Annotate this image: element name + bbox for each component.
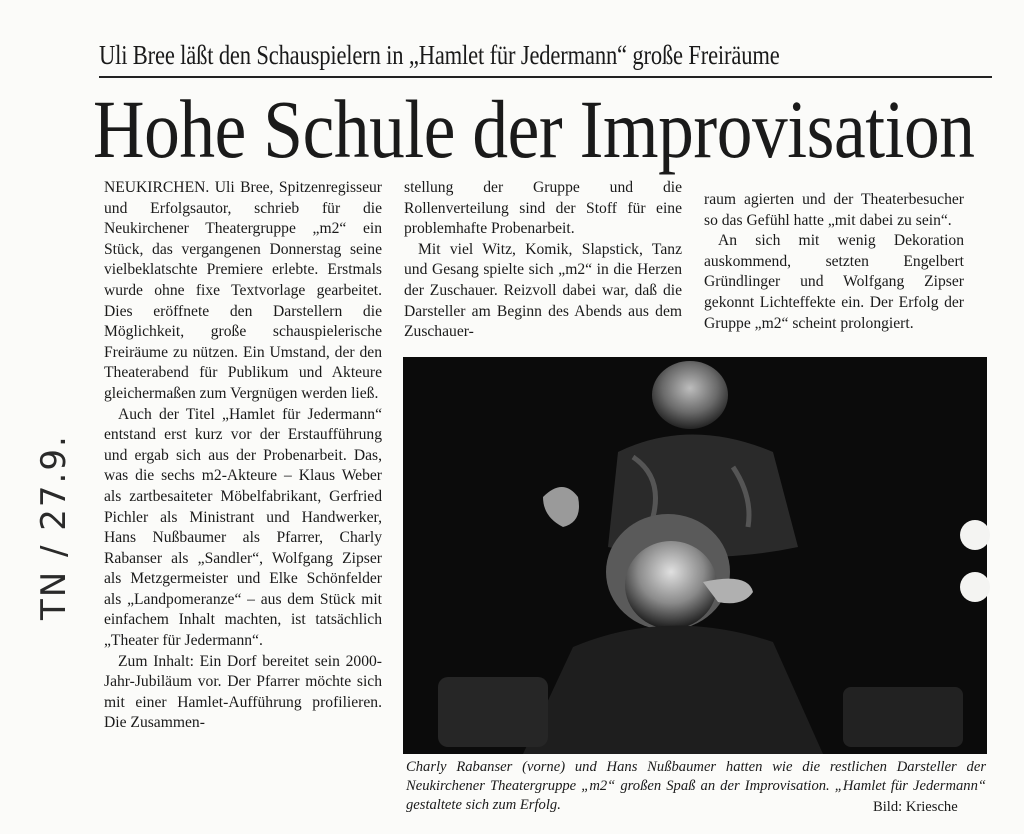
- col2-paragraph-2: Mit viel Witz, Komik, Slapstick, Tanz und Gesang spielte sich „m2“ in die Herzen der Zuschauer. Reizvoll dabei war, daß die Darsteller am Beginn des Abends aus dem Zuschauer-: [404, 240, 682, 341]
- col2-paragraph-1: stellung der Gruppe und die Rollenverteilung sind der Stoff für eine problemhafte Probenarbeit.: [404, 179, 682, 238]
- col1-paragraph-3: Zum Inhalt: Ein Dorf bereitet sein 2000-Jahr-Jubiläum vor. Der Pfarrer möchte sich mit einer Hamlet-Aufführung profilieren. Die Zusammen-: [104, 652, 382, 732]
- photo-illustration: [403, 357, 987, 754]
- photo-credit: Bild: Kriesche: [873, 799, 958, 815]
- article-column-1: [104, 178, 382, 734]
- kicker-underline: [99, 76, 992, 78]
- col3-paragraph-2: An sich mit wenig Dekoration auskommend, setzten Engelbert Gründlinger und Wolfgang Zipser gekonnt Lichteffekte ein. Der Erfolg der Gruppe „m2“ scheint prolongiert.: [704, 232, 964, 332]
- article-column-3: [704, 190, 964, 334]
- article-column-2: [404, 178, 682, 343]
- photo-caption-text: Charly Rabanser (vorne) und Hans Nußbaumer hatten wie die restlichen Darsteller der Neukirchener Theatergruppe „m2“ großen Spaß an der Improvisation. „Hamlet für Jedermann“ gestaltete sich zum Erfolg.: [406, 759, 986, 813]
- article-headline: Hohe Schule der Improvisation: [93, 83, 975, 175]
- handwritten-annotation: TN / 27.9.: [34, 434, 74, 620]
- article-photo: [403, 357, 987, 754]
- punch-hole-bottom: [960, 572, 990, 602]
- article-kicker: Uli Bree läßt den Schauspielern in „Hamlet für Jedermann“ große Freiräume: [99, 39, 780, 70]
- col1-paragraph-1: NEUKIRCHEN. Uli Bree, Spitzenregisseur und Erfolgsautor, schrieb für die Neukirchener Theatergruppe „m2“ ein Stück, das vergangenen Donnerstag seine vielbeklatschte Premiere erlebte. Erstmals wurde ohne fixe Textvorlage gearbeitet. Dies eröffnete den Darstellern die Möglichkeit, große schauspielerische Freiräume zu nützen. Ein Umstand, der den Theaterabend für Publikum und Akteure gleichermaßen zum Vergnügen werden ließ.: [104, 179, 382, 402]
- col3-paragraph-1: raum agierten und der Theaterbesucher so das Gefühl hatte „mit dabei zu sein“.: [704, 191, 964, 229]
- col1-paragraph-2: Auch der Titel „Hamlet für Jedermann“ entstand erst kurz vor der Erstaufführung und ergab sich aus der Probenarbeit. Das, was die sechs m2-Akteure – Klaus Weber als zartbesaiteter Möbelfabrikant, Gerfried Pichler als Ministrant und Handwerker, Hans Nußbaumer als Pfarrer, Charly Rabanser als „Sandler“, Wolfgang Zipser als Metzgermeister und Elke Schönfelder als „Landpomeranze“ – aus dem Stück mit einfachem Inhalt machten, ist tatsächlich „Theater für Jedermann“.: [104, 405, 382, 650]
- punch-hole-top: [960, 520, 990, 550]
